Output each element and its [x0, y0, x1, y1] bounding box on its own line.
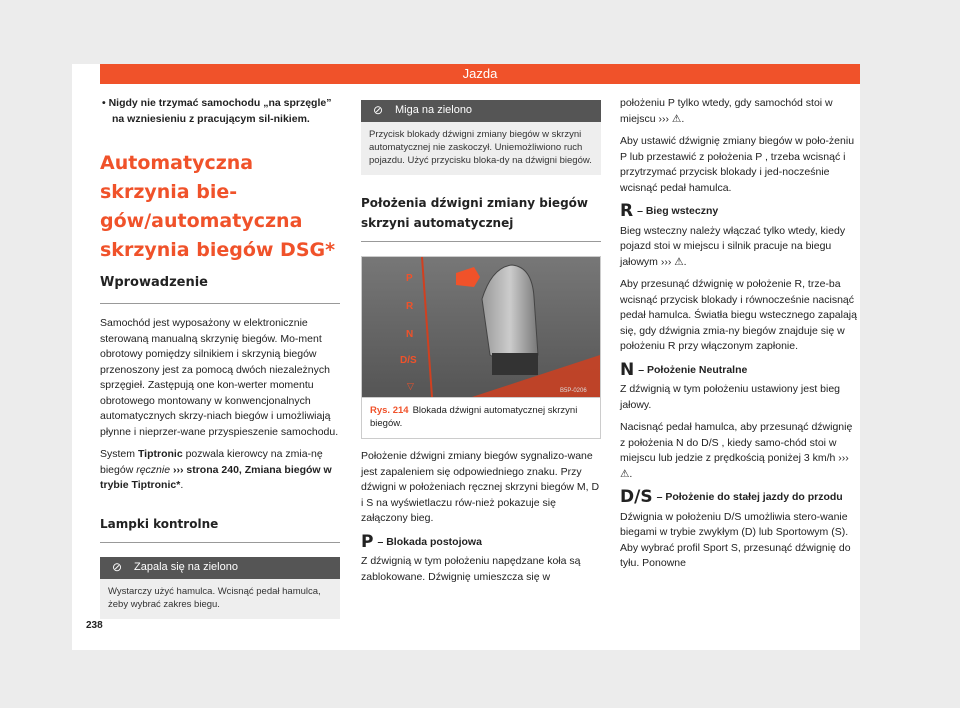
label-ds: D/S [400, 355, 417, 366]
label-r: R [406, 301, 414, 312]
label-n: N [406, 329, 414, 340]
column-3 [620, 96, 860, 579]
gear-letter-r: R [620, 201, 634, 221]
p-title: – Blokada postojowa [377, 535, 482, 548]
figure-gear-lever [361, 256, 601, 439]
n-heading [620, 359, 860, 380]
subheading-positions: Położenia dźwigni zmiany biegów skrzyni automatycznej [361, 193, 601, 242]
lamp-title: Zapala się na zielono [134, 560, 238, 573]
warning-bullet: • Nigdy nie trzymać samochodu „na sprzęgle” na wzniesieniu z pracującym sil-nikiem. [102, 97, 332, 125]
gear-letter-ds: D/S [620, 487, 653, 507]
n-paragraph-2: Nacisnąć pedał hamulca, aby przesunąć dźwignię z położenia N do D/S , kiedy samo-chód stoi w miejscu lub jedzie z prędkością poniżej 3 km/h ››› ⚠. [620, 421, 853, 480]
gear-letter-n: N [620, 359, 635, 380]
page-reference-link[interactable]: ››› strona 240, Zmiana biegów w trybie Tiptronic* [100, 463, 332, 491]
bullet-text: Nigdy nie trzymać samochodu „na sprzęgle” na wzniesieniu z pracującym sil-nikiem. [108, 97, 332, 125]
text: pozwala kierowcy na zmia-nę biegów [100, 448, 323, 476]
figure-caption [362, 397, 600, 438]
figure-number: Rys. 214 [370, 405, 409, 416]
lamp-text: Przycisk blokady dźwigni zmiany biegów w skrzyni automatycznej nie zaskoczył. Uniemożliwiono ruch pojazdu. Użyć przycisku bloka-dy na dźwigni biegów. [369, 129, 592, 166]
ds-heading [620, 487, 860, 507]
gear-lever-illustration [362, 257, 600, 397]
lamp-box-green [100, 557, 340, 619]
subheading-lamps: Lampki kontrolne [100, 514, 340, 543]
text: . [180, 479, 184, 491]
lamp-box-blinking [361, 100, 601, 175]
n-paragraph-1: Z dźwignią w tym położeniu ustawiony jest bieg jałowy. [620, 383, 841, 411]
subheading-intro: Wprowadzenie [100, 273, 340, 304]
p-instructions: Aby ustawić dźwignię zmiany biegów w poło-żeniu P lub przestawić z położenia P , trzeba wcisnąć i przytrzymać przycisk blokady i jed-nocześnie wcisnąć pedał hamulca. [620, 135, 855, 194]
lamp-text: Wystarczy użyć hamulca. Wcisnąć pedał hamulca, żeby wybrać zakres biegu. [108, 585, 321, 610]
lamp-head [361, 100, 601, 122]
section-heading: Automatyczna skrzynia bie-gów/automatyczna skrzynia biegów DSG* [100, 152, 336, 261]
gear-letter-p: P [361, 531, 374, 552]
column-1 [100, 96, 340, 619]
intro-paragraph: Samochód jest wyposażony w elektronicznie sterowaną manualną skrzynię biegów. Mo-ment obrotowy pomiędzy silnikiem i skrzynią biegów przenoszony jest za pomocą dwóch niezależnych sprzęgieł. Zastępują one kon-werter momentu obrotowego montowany w konwencjonalnych automatycznych skrzy-niach biegów i umożliwiają płynne i nieprzer-wane przyspieszenie samochodu. [100, 317, 339, 438]
positions-paragraph: Położenie dźwigni zmiany biegów sygnalizo-wane jest zapaleniem się odpowiedniego znaku. Przy dźwigni w położeniach ręcznej skrzyni biegów M, D i S na wyświetlaczu rów-nież pokazuje się załączony bieg. [361, 450, 600, 524]
arrow-icon: ▽ [407, 381, 414, 391]
lamp-head [100, 557, 340, 579]
p-paragraph: Z dźwignią w tym położeniu napędzane koła są zablokowane. Dźwignię umieszcza się w [361, 555, 581, 583]
tiptronic-paragraph [100, 447, 340, 494]
p-heading [361, 531, 601, 552]
figure-code: B5P-0206 [560, 388, 587, 394]
gear-lamp-icon: ⊘ [372, 103, 384, 118]
chapter-header: Jazda [100, 64, 860, 84]
tiptronic-bold: Tiptronic [137, 448, 183, 460]
ds-title: – Położenie do stałej jazdy do przodu [656, 491, 843, 503]
n-title: – Położenie Neutralne [638, 363, 748, 376]
r-title: – Bieg wsteczny [637, 205, 719, 217]
r-paragraph-2: Aby przesunąć dźwignię w położenie R, trze-ba wcisnąć przycisk blokady i równocześnie nacisnąć pedał hamulca. Światła biegu wstecznego zapalają się, gdy dźwignia zmia-ny biegów znajduje się w położeniu R przy włączonym zapłonie. [620, 278, 857, 352]
p-continued: położeniu P tylko wtedy, gdy samochód stoi w miejscu ››› ⚠. [620, 97, 833, 125]
lamp-title: Miga na zielono [395, 104, 473, 117]
gear-lamp-icon: ⊘ [111, 559, 123, 574]
column-2 [361, 96, 601, 592]
page-number: 238 [86, 620, 103, 631]
r-heading [620, 201, 860, 221]
r-paragraph-1: Bieg wsteczny należy włączać tylko wtedy, kiedy pojazd stoi w miejscu i silnik pracuje na biegu jałowym ››› ⚠. [620, 224, 846, 268]
caption-text: Blokada dźwigni automatycznej skrzyni biegów. [370, 405, 578, 429]
label-p: P [406, 273, 413, 284]
text: System [100, 448, 138, 460]
ds-paragraph: Dźwignia w położeniu D/S umożliwia stero-wanie biegami w trybie zwykłym (D) lub Sportowym (S). Aby wybrać profil Sport S, przesunąć dźwignię do tyłu. Ponowne [620, 510, 851, 569]
italic-text: ręcznie [136, 463, 171, 476]
